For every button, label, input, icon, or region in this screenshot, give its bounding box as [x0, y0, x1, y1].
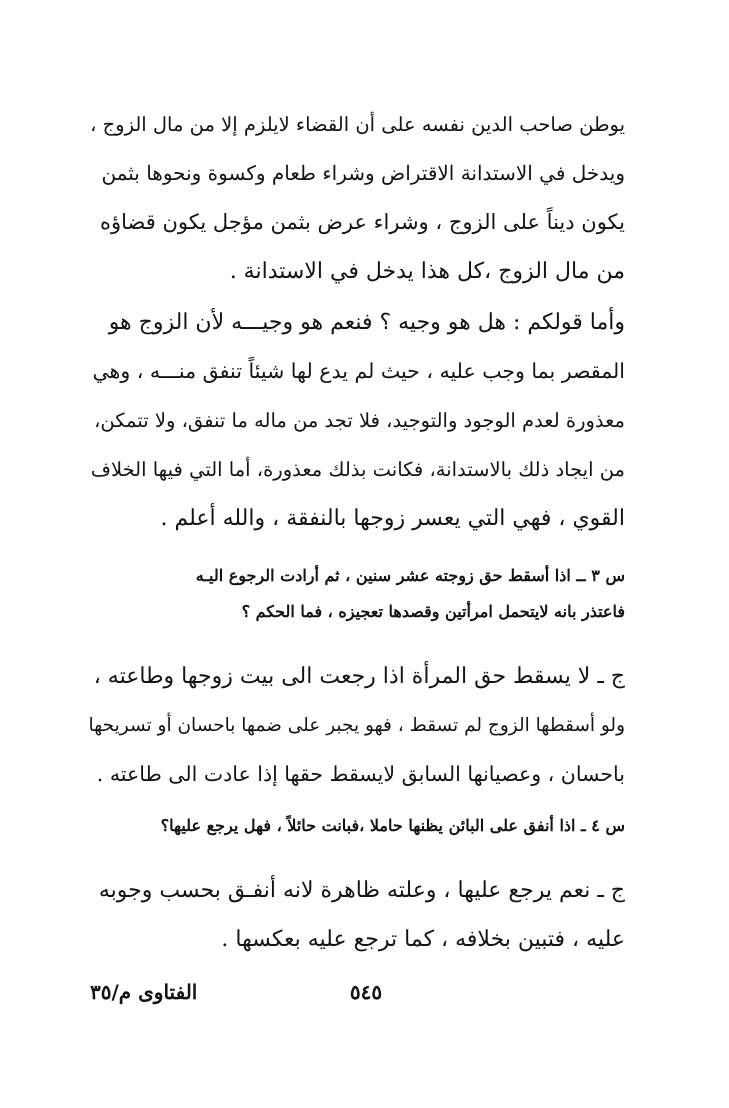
- text-line: المقصر بما وجب عليه ، حيث لم يدع لها شيئاً تنفق منـــه ، وهي: [92, 359, 625, 383]
- answer-line: ولو أسقطها الزوج لم تسقط ، فهو يجبر على ضمها باحسان أو تسريحها: [88, 715, 625, 736]
- paragraph-1: [89, 100, 625, 296]
- signature-mark: الفتاوى م/٣٥: [90, 980, 198, 1004]
- text-line: معذورة لعدم الوجود والتوجيد، فلا تجد من ماله ما تنفق، ولا تتمكن،: [94, 409, 625, 432]
- answer-line: عليه ، فتبين بخلافه ، كما ترجع عليه بعكسها .: [221, 927, 625, 952]
- text-line: وأما قولكم : هل هو وجيه ؟ فنعم هو وجيـــه لأن الزوج هو: [108, 310, 625, 335]
- answer-line: ج ـ لا يسقط حق المرأة اذا رجعت الى بيت زوجها وطاعته ،: [93, 664, 625, 689]
- text-line: من ايجاد ذلك بالاستدانة، فكانت بذلك معذورة، أما التي فيها الخلاف: [90, 458, 625, 481]
- question-line: فاعتذر بانه لايتحمل امرأتين وقصدها تعجيزه ، فما الحكم ؟: [241, 602, 625, 621]
- page-number: ٥٤٥: [349, 980, 383, 1004]
- answer-line: ج ـ نعم يرجع عليها ، وعلته ظاهرة لانه أنفـق بحسب وجوبه: [98, 878, 625, 903]
- answer-3: [89, 652, 625, 799]
- paragraph-2: [89, 298, 625, 543]
- answer-4: [89, 866, 625, 964]
- text-line: ويدخل في الاستدانة الاقتراض وشراء طعام وكسوة ونحوها بثمن: [101, 161, 625, 185]
- question-3: [89, 558, 625, 630]
- question-4: [89, 808, 625, 844]
- text-line: يوطن صاحب الدين نفسه على أن القضاء لايلزم إلا من مال الزوج ،: [90, 113, 625, 136]
- question-line: س ٣ ــ اذا أسقط حق زوجته عشر سنين ، ثم أرادت الرجوع اليـه: [195, 566, 625, 585]
- answer-line: باحسان ، وعصيانها السابق لايسقط حقها إذا عادت الى طاعته .: [96, 762, 625, 786]
- text-line: من مال الزوج ،كل هذا يدخل في الاستدانة .: [229, 259, 625, 284]
- text-line: يكون ديناً على الزوج ، وشراء عرض بثمن مؤجل يكون قضاؤه: [99, 210, 625, 234]
- question-line: س ٤ ـ اذا أنفق على البائن يظنها حاملا ،فبانت حائلاً ، فهل يرجع عليها؟: [160, 816, 625, 835]
- text-line: القوي ، فهي التي يعسر زوجها بالنفقة ، والله أعلم .: [160, 506, 625, 531]
